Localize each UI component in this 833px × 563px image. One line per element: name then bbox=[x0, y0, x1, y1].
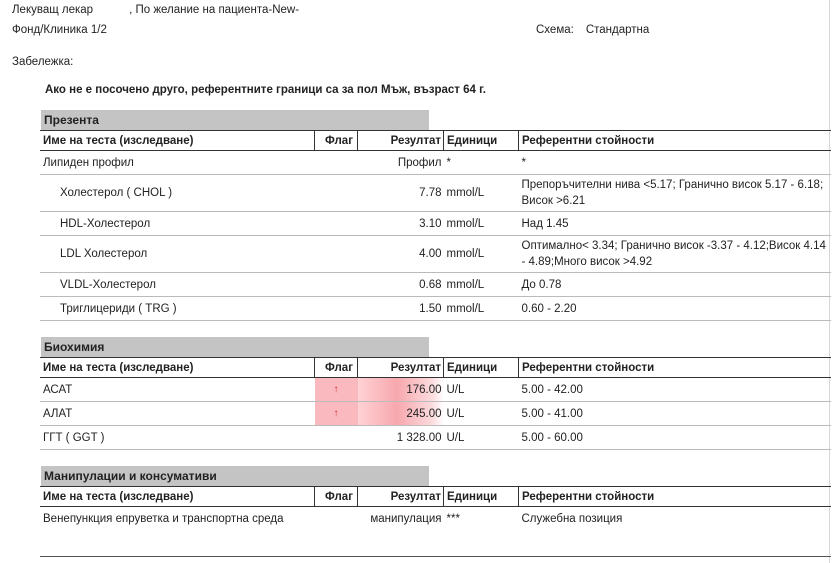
table-header-row bbox=[40, 487, 831, 507]
table-header-row bbox=[40, 358, 831, 378]
doctor-line bbox=[12, 4, 299, 16]
schema-value: Стандартна bbox=[585, 24, 650, 36]
section-prezenta bbox=[40, 110, 831, 321]
section-title: Манипулации и консумативи bbox=[41, 466, 429, 486]
table-row bbox=[40, 236, 831, 273]
table-row bbox=[40, 212, 831, 236]
test-flag bbox=[315, 297, 358, 321]
test-units: mmol/L bbox=[444, 175, 519, 212]
test-units: mmol/L bbox=[444, 236, 519, 273]
test-flag bbox=[315, 273, 358, 297]
test-name: АСАТ bbox=[40, 378, 315, 402]
col-name-header: Име на теста (изследване) bbox=[40, 358, 315, 378]
table-row bbox=[40, 151, 831, 175]
test-name: Липиден профил bbox=[40, 151, 315, 175]
test-result: 3.10 bbox=[358, 212, 444, 236]
col-result-header: Резултат bbox=[358, 487, 444, 507]
test-reference: Служебна позиция bbox=[521, 512, 623, 525]
test-reference: 5.00 - 41.00 bbox=[519, 402, 832, 426]
col-reference-header: Референтни стойности bbox=[519, 358, 832, 378]
table-row bbox=[40, 273, 831, 297]
test-result: 7.78 bbox=[358, 175, 444, 212]
col-units-header: Единици bbox=[444, 131, 519, 151]
test-flag bbox=[315, 236, 358, 273]
test-result: 1 328.00 bbox=[358, 426, 444, 450]
col-reference-header: Референтни стойности bbox=[519, 487, 832, 507]
table-row bbox=[40, 402, 831, 426]
test-reference: 0.60 - 2.20 bbox=[519, 297, 832, 321]
test-flag bbox=[315, 175, 358, 212]
test-units: U/L bbox=[444, 426, 519, 450]
test-result: 245.00 bbox=[358, 402, 444, 426]
section-biochemistry bbox=[40, 337, 831, 450]
request-note: , По желание на пациента-New- bbox=[129, 4, 300, 16]
col-units-header: Единици bbox=[444, 358, 519, 378]
test-name: АЛАТ bbox=[40, 402, 315, 426]
test-units: U/L bbox=[444, 378, 519, 402]
test-reference: 5.00 - 42.00 bbox=[519, 378, 832, 402]
col-flag-header: Флаг bbox=[315, 131, 358, 151]
col-flag-header: Флаг bbox=[315, 358, 358, 378]
test-units: U/L bbox=[444, 402, 519, 426]
test-units: * bbox=[444, 151, 519, 175]
test-flag bbox=[315, 426, 358, 450]
test-units: mmol/L bbox=[444, 297, 519, 321]
test-name: LDL Холестерол bbox=[40, 236, 315, 273]
test-result: 0.68 bbox=[358, 273, 444, 297]
test-name: ГГТ ( GGT ) bbox=[40, 426, 315, 450]
table-row bbox=[40, 378, 831, 402]
reference-disclaimer: Ако не е посочено друго, референтните граници са за пол Мъж, възраст 64 г. bbox=[45, 84, 486, 96]
test-result: манипулация bbox=[370, 512, 442, 525]
col-reference-header: Референтни стойности bbox=[519, 131, 832, 151]
test-result: 4.00 bbox=[358, 236, 444, 273]
results-table bbox=[40, 357, 831, 450]
test-name: VLDL-Холестерол bbox=[40, 273, 315, 297]
test-reference: 5.00 - 60.00 bbox=[519, 426, 832, 450]
col-name-header: Име на теста (изследване) bbox=[40, 487, 315, 507]
table-header-row bbox=[40, 131, 831, 151]
test-flag bbox=[315, 212, 358, 236]
results-table bbox=[40, 486, 831, 530]
col-result-header: Резултат bbox=[358, 358, 444, 378]
col-flag-header: Флаг bbox=[315, 487, 358, 507]
flag-high-icon: ↑ bbox=[315, 378, 358, 402]
test-flag bbox=[315, 151, 358, 175]
test-reference: Оптимално< 3.34; Гранично висок -3.37 - 4.12;Висок 4.14 - 4.89;Много висок >4.92 bbox=[519, 236, 832, 273]
test-reference: Над 1.45 bbox=[519, 212, 832, 236]
schema-line bbox=[536, 24, 649, 36]
test-result: 1.50 bbox=[358, 297, 444, 321]
col-units-header: Единици bbox=[444, 487, 519, 507]
test-result: 176.00 bbox=[358, 378, 444, 402]
table-row bbox=[40, 507, 831, 531]
col-name-header: Име на теста (изследване) bbox=[40, 131, 315, 151]
section-manipulations bbox=[40, 466, 831, 530]
test-result: Профил bbox=[358, 151, 444, 175]
test-name: HDL-Холестерол bbox=[40, 212, 315, 236]
test-name: Венепункция епруветка и транспортна среда bbox=[43, 512, 284, 525]
test-units: mmol/L bbox=[444, 273, 519, 297]
test-reference: Препоръчителни нива <5.17; Гранично висок 5.17 - 6.18; Висок >6.21 bbox=[519, 175, 832, 212]
doctor-label: Лекуващ лекар bbox=[12, 4, 94, 16]
flag-high-icon: ↑ bbox=[315, 402, 358, 426]
test-reference: * bbox=[519, 151, 832, 175]
section-title: Биохимия bbox=[41, 337, 429, 357]
bottom-rule bbox=[40, 556, 831, 557]
table-row bbox=[40, 175, 831, 212]
note-label: Забележка: bbox=[12, 56, 74, 68]
col-result-header: Резултат bbox=[358, 131, 444, 151]
test-units: mmol/L bbox=[444, 212, 519, 236]
section-title: Презента bbox=[41, 110, 429, 130]
results-table bbox=[40, 130, 831, 321]
test-flag bbox=[315, 507, 358, 531]
test-units: *** bbox=[446, 512, 460, 525]
test-name: Холестерол ( CHOL ) bbox=[40, 175, 315, 212]
schema-label: Схема: bbox=[536, 24, 574, 36]
test-reference: До 0.78 bbox=[519, 273, 832, 297]
fund-clinic: Фонд/Клиника 1/2 bbox=[12, 24, 107, 36]
test-name: Триглицериди ( TRG ) bbox=[40, 297, 315, 321]
table-row bbox=[40, 426, 831, 450]
table-row bbox=[40, 297, 831, 321]
